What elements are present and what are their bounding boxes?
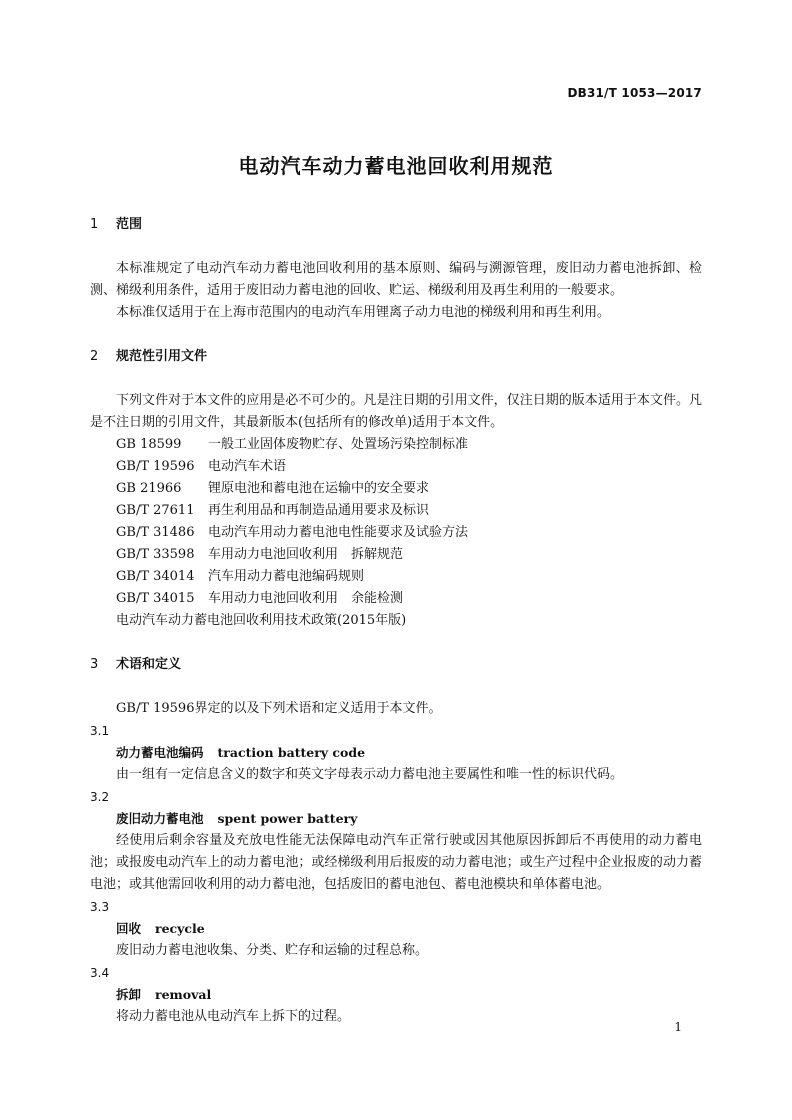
term-english: traction battery code <box>217 745 366 760</box>
policy-reference: 电动汽车动力蓄电池回收利用技术政策(2015年版) <box>116 613 407 628</box>
term-english: removal <box>155 987 212 1002</box>
term-number: 3.1 <box>90 724 110 738</box>
reference-code: GB/T 34014 <box>116 569 195 584</box>
reference-title: 汽车用动力蓄电池编码规则 <box>208 569 365 584</box>
reference-title: 电动汽车术语 <box>208 459 287 474</box>
references-intro: 下列文件对于本文件的应用是必不可少的。凡是注日期的引用文件，仅注日期的版本适用于本文件。凡是不注日期的引用文件，其最新版本(包括所有的修改单)适用于本文件。 <box>90 393 702 430</box>
term-definition: 经使用后剩余容量及充放电性能无法保障电动汽车正常行驶或因其他原因拆卸后不再使用的动力蓄电池；或报废电动汽车上的动力蓄电池；或经梯级利用后报废的动力蓄电池；或生产过程中企业报废的动力蓄电池；或其他需回收利用的动力蓄电池，包括废旧的蓄电池包、蓄电池模块和单体蓄电池。 <box>90 833 702 892</box>
section-number: 2 <box>90 349 99 364</box>
reference-code: GB 18599 <box>116 437 182 452</box>
reference-item <box>90 500 702 522</box>
reference-title: 车用动力电池回收利用 余能检测 <box>208 591 404 606</box>
reference-title: 车用动力电池回收利用 拆解规范 <box>208 547 404 562</box>
reference-code: GB/T 19596 <box>116 459 195 474</box>
reference-code: GB 21966 <box>116 481 182 496</box>
section-title: 术语和定义 <box>116 657 182 672</box>
term-chinese: 拆卸 <box>116 987 142 1002</box>
term-heading <box>90 742 702 764</box>
reference-code: GB/T 34015 <box>116 591 195 606</box>
term-definition: 将动力蓄电池从电动汽车上拆下的过程。 <box>116 1009 351 1024</box>
section-heading-scope <box>90 214 702 236</box>
reference-item <box>90 434 702 456</box>
reference-item <box>90 566 702 588</box>
term-definition: 由一组有一定信息含义的数字和英文字母表示动力蓄电池主要属性和唯一性的标识代码。 <box>116 767 624 782</box>
reference-title: 一般工业固体废物贮存、处置场污染控制标准 <box>208 437 469 452</box>
page-number: 1 <box>674 1020 682 1034</box>
term-english: spent power battery <box>217 811 358 826</box>
term-number: 3.4 <box>90 966 110 980</box>
section-title: 范围 <box>116 217 143 232</box>
document-body <box>90 214 702 1028</box>
term-heading <box>90 808 702 830</box>
reference-item <box>90 588 702 610</box>
term-number: 3.3 <box>90 900 110 914</box>
term-list <box>90 720 702 1028</box>
term-number: 3.2 <box>90 790 110 804</box>
reference-title: 锂原电池和蓄电池在运输中的安全要求 <box>208 481 430 496</box>
term-chinese: 动力蓄电池编码 <box>116 745 204 760</box>
section-number: 3 <box>90 657 99 672</box>
reference-code: GB/T 33598 <box>116 547 195 562</box>
reference-item <box>90 456 702 478</box>
term-definition: 废旧动力蓄电池收集、分类、贮存和运输的过程总称。 <box>116 943 429 958</box>
reference-code: GB/T 31486 <box>116 525 195 540</box>
reference-title: 再生利用品和再制造品通用要求及标识 <box>208 503 430 518</box>
term-chinese: 废旧动力蓄电池 <box>116 811 204 826</box>
term-english: recycle <box>155 921 205 936</box>
document-title: 电动汽车动力蓄电池回收利用规范 <box>238 154 554 178</box>
reference-list <box>90 434 702 610</box>
reference-title: 电动汽车用动力蓄电池电性能要求及试验方法 <box>208 525 469 540</box>
scope-paragraph-2: 本标准仅适用于在上海市范围内的电动汽车用锂离子动力电池的梯级利用和再生利用。 <box>116 305 611 320</box>
term-chinese: 回收 <box>116 921 142 936</box>
section-heading-normative-references <box>90 346 702 368</box>
term-heading <box>90 984 702 1006</box>
section-heading-terms-definitions <box>90 654 702 676</box>
reference-item <box>90 478 702 500</box>
section-number: 1 <box>90 217 99 232</box>
section-title: 规范性引用文件 <box>116 349 208 364</box>
terms-intro: GB/T 19596界定的以及下列术语和定义适用于本文件。 <box>116 701 442 716</box>
term-heading <box>90 918 702 940</box>
reference-code: GB/T 27611 <box>116 503 195 518</box>
reference-item <box>90 544 702 566</box>
reference-item <box>90 522 702 544</box>
scope-paragraph-1: 本标准规定了电动汽车动力蓄电池回收利用的基本原则、编码与溯源管理，废旧动力蓄电池拆卸、检测、梯级利用条件，适用于废旧动力蓄电池的回收、贮运、梯级利用及再生利用的一般要求。 <box>90 261 702 298</box>
standard-code: DB31/T 1053—2017 <box>567 86 702 100</box>
